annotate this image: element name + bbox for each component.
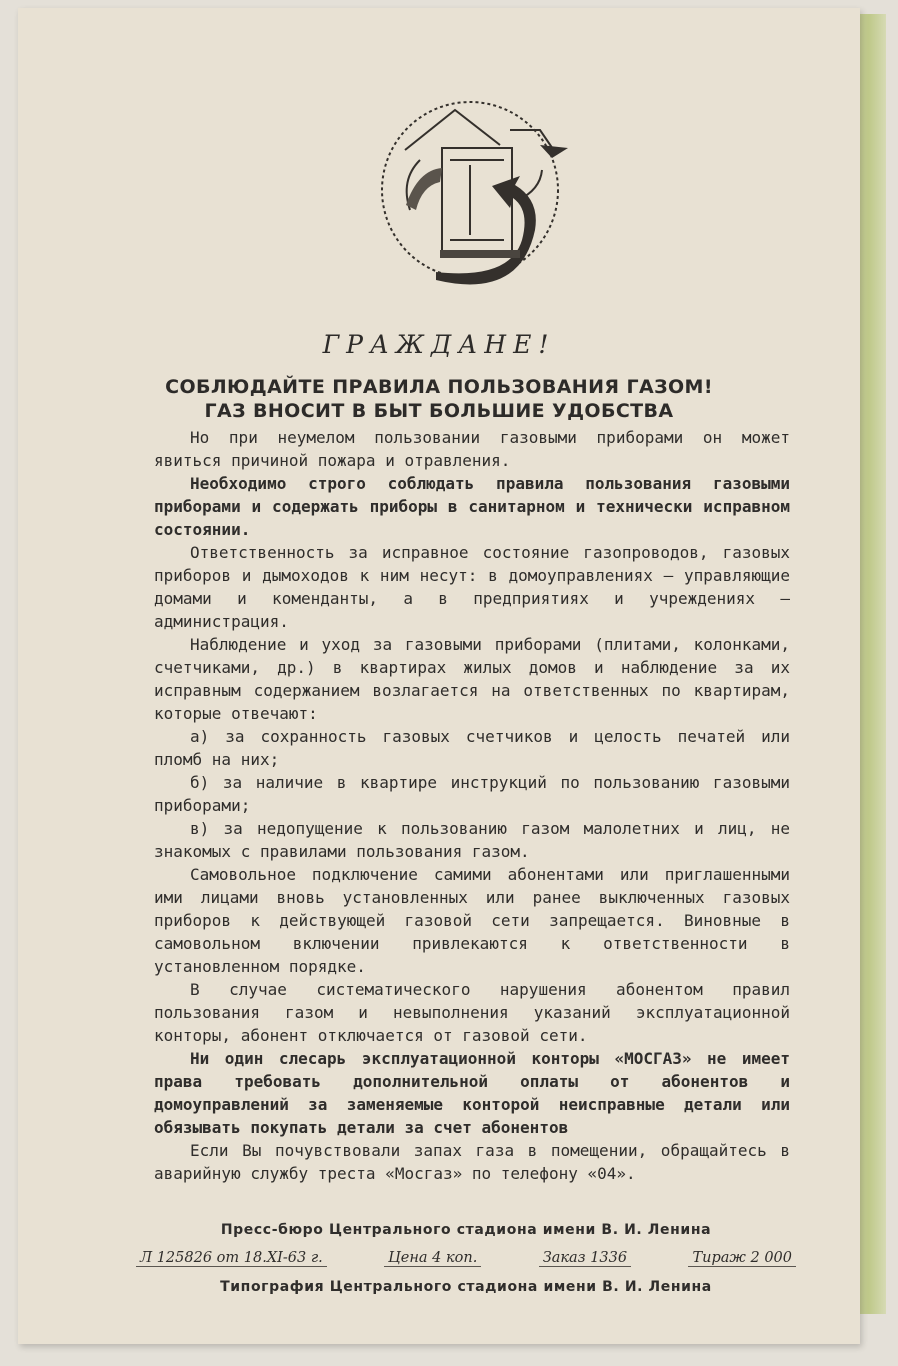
notice-body (154, 426, 790, 1185)
leaflet-page (18, 8, 860, 1344)
headline-line-1: СОБЛЮДАЙТЕ ПРАВИЛА ПОЛЬЗОВАНИЯ ГАЗОМ! (165, 376, 713, 398)
paragraph-mosgaz-fitter: Ни один слесарь эксплуатационной конторы «МОСГАЗ» не имеет права требовать дополнительной оплаты от абонентов и домоуправлений за заменяемые конторой неисправные детали или обязывать покупать детали за счет абонентов (154, 1049, 790, 1137)
price: Цена 4 коп. (384, 1250, 481, 1267)
paragraph-responsibility: Ответственность за исправное состояние газопроводов, газовых приборов и дымоходов к ним несут: в домоуправлениях — управляющие домами и коменданты, а в предприятиях и учреждениях — администрация. (154, 543, 790, 631)
paragraph-rules: Необходимо строго соблюдать правила пользования газовыми приборами и содержать приборы в санитарном и технически исправном состоянии. (154, 474, 790, 539)
imprint-footer (136, 1222, 796, 1295)
list-item-b: б) за наличие в квартире инструкций по пользованию газовыми приборами; (154, 773, 790, 815)
paragraph-disconnection: В случае систематического нарушения абонентом правил пользования газом и невыполнения указаний эксплуатационной конторы, абонент отключается от газовой сети. (154, 980, 790, 1045)
order-number: Заказ 1336 (539, 1250, 631, 1267)
license-number: Л 125826 от 18.XI-63 г. (136, 1250, 327, 1267)
paragraph-self-connection: Самовольное подключение самими абонентами или приглашенными ими лицами вновь установленных или ранее выключенных газовых приборов к действующей газовой сети запрещается. Виновные в самовольном включении привлекаются к ответственности в установленном порядке. (154, 865, 790, 976)
print-run: Тираж 2 000 (688, 1250, 796, 1267)
paragraph-emergency: Если Вы почувствовали запах газа в помещении, обращайтесь в аварийную службу треста «Мосгаз» по телефону «04». (154, 1141, 790, 1183)
list-item-c: в) за недопущение к пользованию газом малолетних и лиц, не знакомых с правилами пользования газом. (154, 819, 790, 861)
headline-line-2: ГАЗ ВНОСИТ В БЫТ БОЛЬШИЕ УДОБСТВА (204, 400, 674, 422)
imprint-line (136, 1250, 796, 1267)
printing-house: Типография Центрального стадиона имени В. И. Ленина (220, 1279, 712, 1295)
gas-appliance-emblem-icon (370, 90, 580, 300)
paragraph-danger: Но при неумелом пользовании газовыми приборами он может явиться причиной пожара и отравления. (154, 428, 790, 470)
list-item-a: а) за сохранность газовых счетчиков и целость печатей или пломб на них; (154, 727, 790, 769)
greeting-heading: ГРАЖДАНЕ! (322, 330, 556, 359)
press-bureau: Пресс-бюро Центрального стадиона имени В. И. Ленина (220, 1222, 712, 1238)
paragraph-supervision: Наблюдение и уход за газовыми приборами (плитами, колонками, счетчиками, др.) в квартирах жилых домов и наблюдение за их исправным содержанием возлагается на ответственных по квартирам, которые отвечают: (154, 635, 790, 723)
